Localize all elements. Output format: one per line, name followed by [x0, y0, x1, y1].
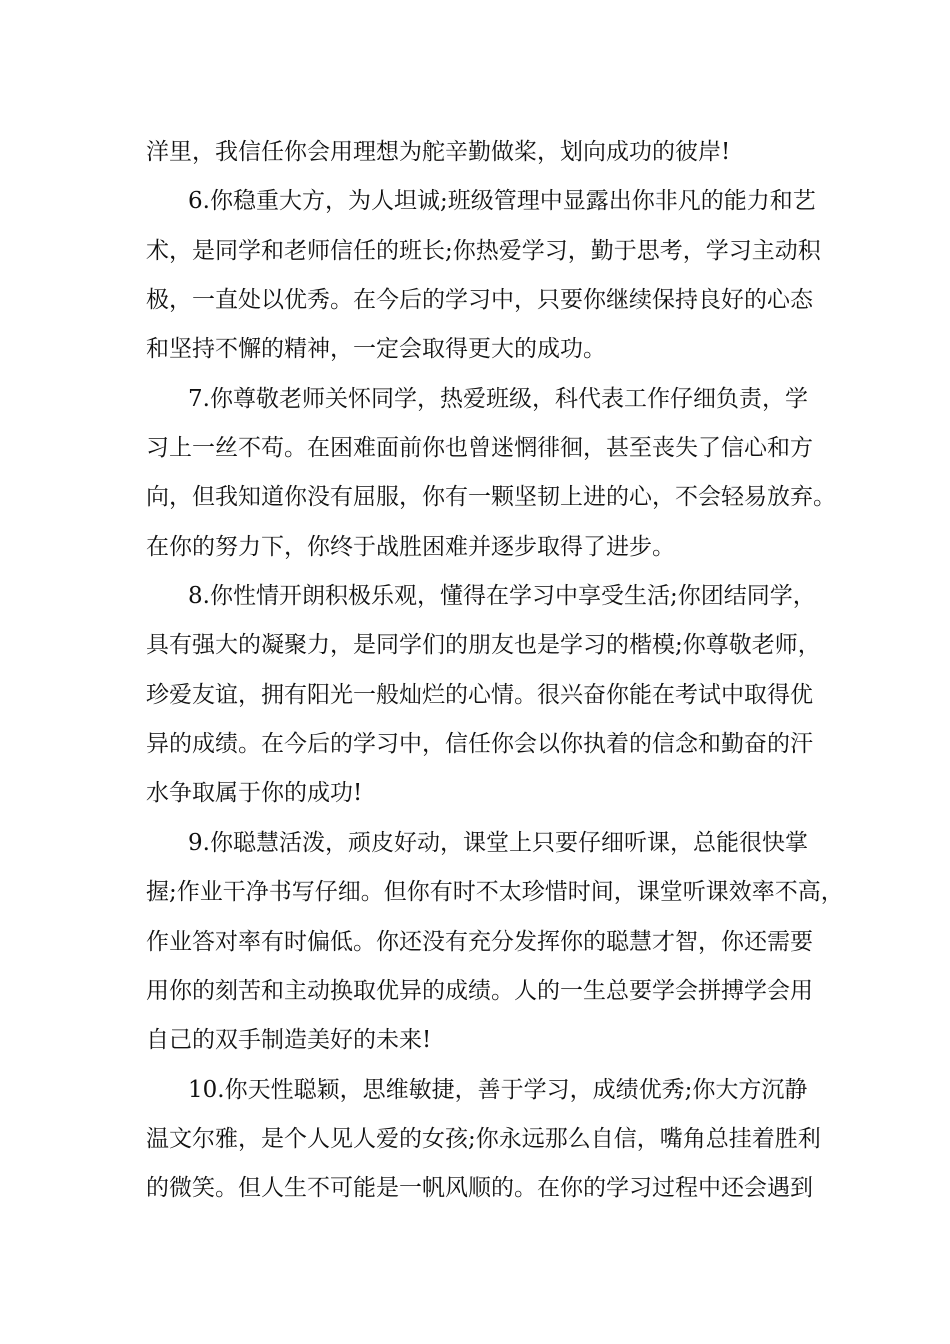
text-line: 自己的双手制造美好的未来! — [146, 1027, 432, 1054]
text-line: 具有强大的凝聚力，是同学们的朋友也是学习的楷模;你尊敬老师， — [146, 632, 821, 659]
paragraph-10-start: 10.你天性聪颖，思维敏捷，善于学习，成绩优秀;你大方沉静 — [188, 1076, 808, 1103]
text-line: 在你的努力下，你终于战胜困难并逐步取得了进步。 — [146, 533, 675, 560]
paragraph-8-start: 8.你性情开朗积极乐观，懂得在学习中享受生活;你团结同学， — [188, 583, 816, 610]
text-line: 术，是同学和老师信任的班长;你热爱学习，勤于思考，学习主动积 — [146, 237, 821, 264]
paragraph-9-start: 9.你聪慧活泼，顽皮好动，课堂上只要仔细听课，总能很快掌 — [188, 829, 808, 856]
text-line: 用你的刻苦和主动换取优异的成绩。人的一生总要学会拼搏学会用 — [146, 977, 813, 1004]
paragraph-6-start: 6.你稳重大方，为人坦诚;班级管理中显露出你非凡的能力和艺 — [188, 188, 816, 215]
text-line: 的微笑。但人生不可能是一帆风顺的。在你的学习过程中还会遇到 — [146, 1175, 813, 1202]
text-line: 异的成绩。在今后的学习中，信任你会以你执着的信念和勤奋的汗 — [146, 731, 813, 758]
text-line: 温文尔雅，是个人见人爱的女孩;你永远那么自信，嘴角总挂着胜利 — [146, 1125, 821, 1152]
text-line: 洋里，我信任你会用理想为舵辛勤做桨，划向成功的彼岸! — [146, 139, 731, 165]
text-line: 握;作业干净书写仔细。但你有时不太珍惜时间，课堂听课效率不高， — [146, 879, 844, 906]
text-line: 极，一直处以优秀。在今后的学习中，只要你继续保持良好的心态 — [146, 287, 813, 314]
text-line: 水争取属于你的成功! — [146, 780, 363, 807]
document-body — [146, 128, 844, 1214]
text-line: 和坚持不懈的精神，一定会取得更大的成功。 — [146, 336, 606, 363]
text-line: 珍爱友谊，拥有阳光一般灿烂的心情。很兴奋你能在考试中取得优 — [146, 681, 813, 708]
text-line: 习上一丝不苟。在困难面前你也曾迷惘徘徊，甚至丧失了信心和方 — [146, 435, 813, 462]
text-line: 向，但我知道你没有屈服，你有一颗坚韧上进的心，不会轻易放弃。 — [146, 484, 836, 511]
text-line: 作业答对率有时偏低。你还没有充分发挥你的聪慧才智，你还需要 — [146, 928, 813, 955]
paragraph-7-start: 7.你尊敬老师关怀同学，热爱班级，科代表工作仔细负责，学 — [188, 385, 808, 412]
